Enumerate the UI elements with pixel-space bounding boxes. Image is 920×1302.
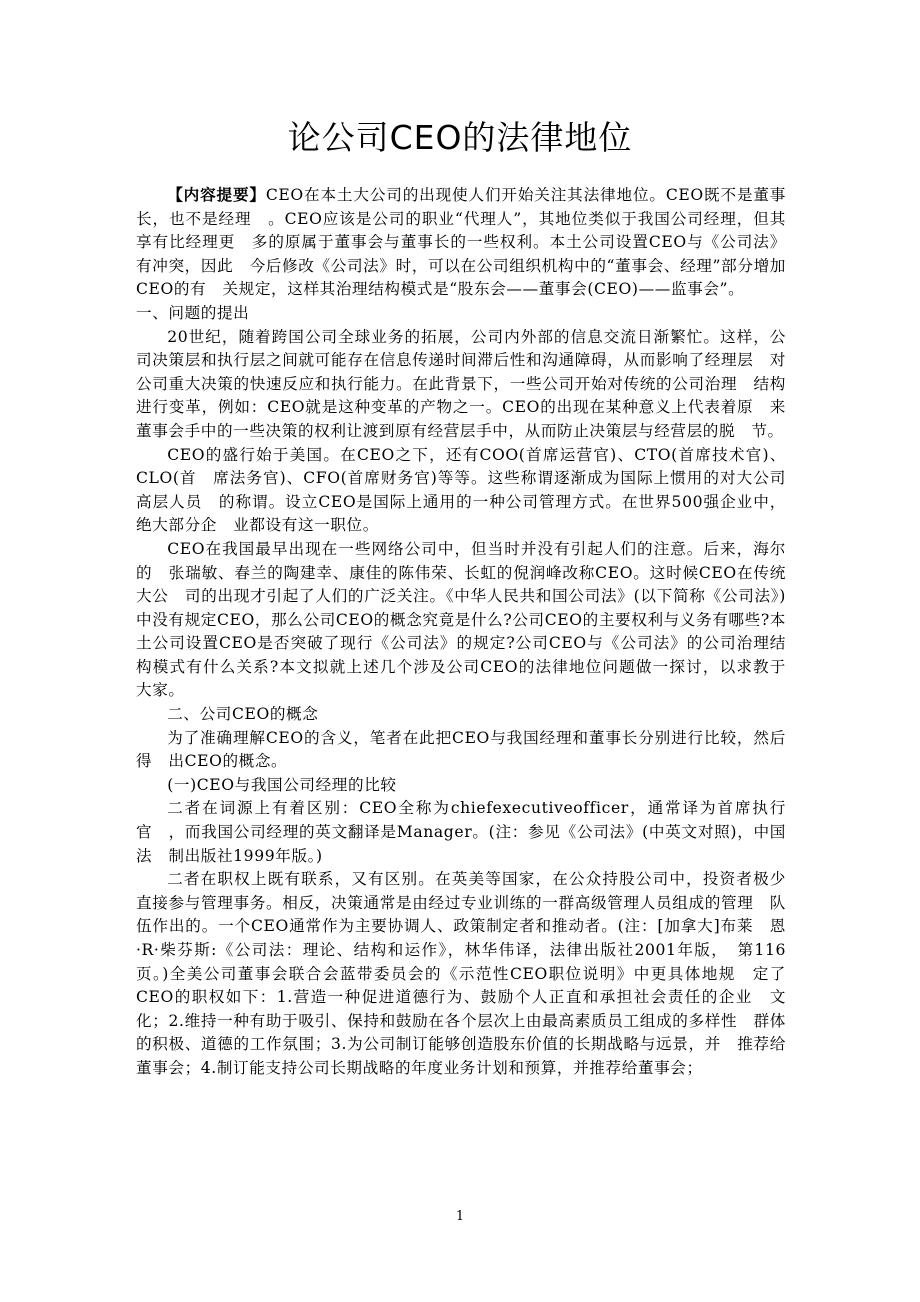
abstract-paragraph bbox=[136, 183, 786, 302]
section-heading-2: 二、公司CEO的概念 bbox=[167, 705, 319, 724]
body-paragraph: CEO在我国最早出现在一些网络公司中，但当时并没有引起人们的注意。后来，海尔的 张瑞敏、春兰的陶建幸、康佳的陈伟荣、长虹的倪润峰改称CEO。这时候CEO在传统大公 司的出现才引起了人们的广泛关注。《中华人民共和国公司法》(以下简称《公司法》) 中没有规定CEO，那么公司CEO的概念究竟是什么?公司CEO的主要权利与义务有哪些?本 土公司设置CEO是否突破了现行《公司法》的规定?公司CEO与《公司法》的公司治理结 构模式有什么关系?本文拟就上述几个涉及公司CEO的法律地位问题做一探讨，以求教于 大家。 bbox=[136, 539, 803, 700]
abstract-label: 【内容提要】 bbox=[167, 185, 266, 204]
subsection-heading-1: (一)CEO与我国公司经理的比较 bbox=[167, 775, 397, 794]
section-heading-1: 一、问题的提出 bbox=[136, 303, 250, 322]
body-paragraph: 二者在职权上既有联系，又有区别。在英美等国家，在公众持股公司中，投资者极少 直接参与管理事务。相反，决策通常是由经过专业训练的一群高级管理人员组成的管理 队伍作出的。一个CEO通常作为主要协调人、政策制定者和推动者。(注：[加拿大]布莱 恩·R·柴芬斯:《公司法：理论、结构和运作》，林华伟译，法律出版社2001年版， 第116页。)全美公司董事会联合会蓝带委员会的《示范性CEO职位说明》中更具体地规 定了CEO的职权如下：1.营造一种促进道德行为、鼓励个人正直和承担社会责任的企业 文化；2.维持一种有助于吸引、保持和鼓励在各个层次上由最高素质员工组成的多样性 群体的积极、道德的工作氛围；3.为公司制订能够创造股东价值的长期战略与远景，并 推荐给董事会；4.制订能支持公司长期战略的年度业务计划和预算，并推荐给董事会； bbox=[136, 870, 803, 1077]
body-paragraph: 20世纪，随着跨国公司全球业务的拓展，公司内外部的信息交流日渐繁忙。这样，公 司决策层和执行层之间就可能存在信息传递时间滞后性和沟通障碍，从而影响了经理层 对公司重大决策的快速反应和执行能力。在此背景下，一些公司开始对传统的公司治理 结构进行变革，例如：CEO就是这种变革的产物之一。CEO的出现在某种意义上代表着原 来董事会手中的一些决策的权利让渡到原有经营层手中，从而防止决策层与经营层的脱 节。 bbox=[136, 327, 803, 440]
page-title: 论公司CEO的法律地位 bbox=[287, 118, 633, 157]
body-paragraph: CEO的盛行始于美国。在CEO之下，还有COO(首席运营官)、CTO(首席技术官)、CLO(首 席法务官)、CFO(首席财务官)等等。这些称谓逐渐成为国际上惯用的对大公司高层人员 的称谓。设立CEO是国际上通用的一种公司管理方式。在世界500强企业中，绝大部分企 业都设有这一职位。 bbox=[136, 445, 786, 535]
page-number: 1 bbox=[455, 1209, 465, 1224]
body-paragraph: 二者在词源上有着区别：CEO全称为chiefexecutiveofficer，通常译为首席执行官 ，而我国公司经理的英文翻译是Manager。(注：参见《公司法》(中英文对照)，中国法 制出版社1999年版。) bbox=[136, 799, 786, 865]
document-body bbox=[136, 183, 803, 1081]
body-paragraph: 为了准确理解CEO的含义，笔者在此把CEO与我国经理和董事长分别进行比较，然后得 出CEO的概念。 bbox=[136, 728, 786, 771]
abstract-text: CEO在本土大公司的出现使人们开始关注其法律地位。CEO既不是董事长，也不是经理 。CEO应该是公司的职业“代理人”，其地位类似于我国公司经理，但其享有比经理更 多的原属于董事会与董事长的一些权利。本土公司设置CEO与《公司法》有冲突，因此 今后修改《公司法》时，可以在公司组织机构中的“董事会、经理”部分增加CEO的有 关规定，这样其治理结构模式是“股东会——董事会(CEO)——监事会”。 bbox=[136, 186, 786, 299]
